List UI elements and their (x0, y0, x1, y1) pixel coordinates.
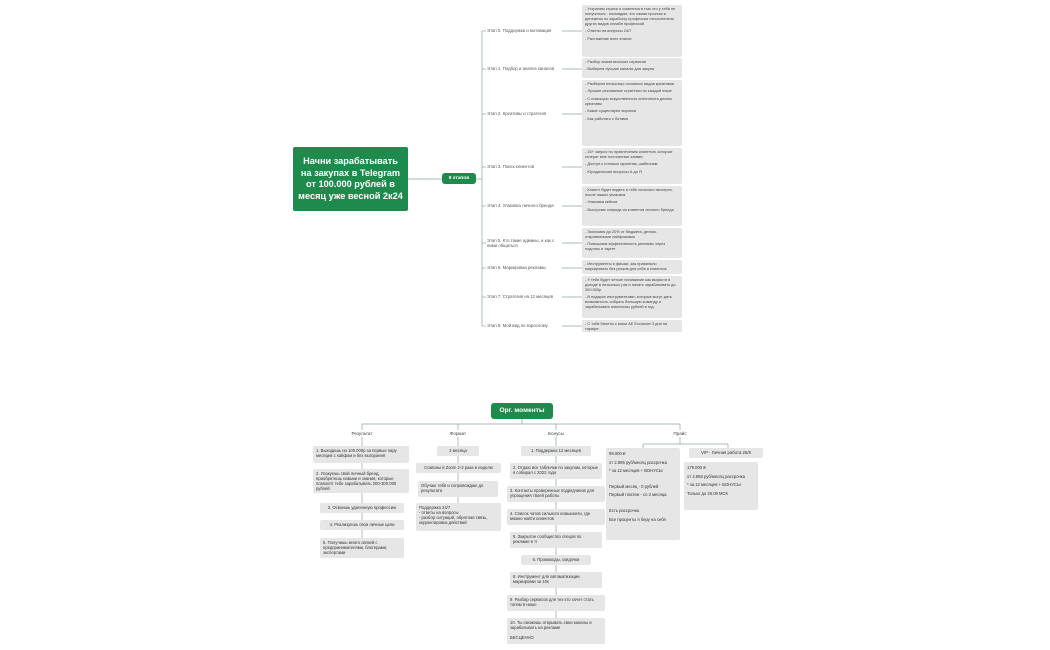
vip-box (684, 462, 758, 510)
bonus-item: 8. Инструмент для автоматизации маркировки за 10к (510, 572, 602, 588)
stage-3-label[interactable]: Этап 3. Поиск клиентов (487, 164, 534, 169)
detail-item: - Растяжение всех этапов (585, 35, 632, 41)
price-installment-available: Есть рассрочка (609, 507, 639, 513)
detail-item: - Ответы на вопросы 24/7 (585, 28, 632, 34)
detail-item: - Как работать с ботами (585, 115, 629, 121)
detail-item: - Повышаем эффективность рекламы через подгоны и таргет (585, 241, 666, 252)
price-box (606, 448, 680, 540)
result-item: 1. Выходишь на 100.000р за первые пару месяцев с кайфом и без выгорания (313, 446, 409, 463)
format-item: 2 месяца (437, 446, 479, 456)
bonus-item: 1. Поддержка 12 месяцев (521, 446, 591, 456)
stage-7-details (582, 276, 682, 318)
stage-4-label[interactable]: Этап 4. Упаковка личного бренда (487, 203, 554, 208)
detail-item: - В подарок инструментами, которые могут дать возможность собрать большую команду и зарабатывать миллионы рублей в год (585, 294, 672, 310)
detail-item: - Лучшие рекламные стратегии по каждой нише (585, 88, 672, 94)
stage-7-label[interactable]: Этап 7. Стратегия на 12 месяцев (487, 294, 554, 299)
stage-5-label[interactable]: Этап 5. Кто такие админы, и как с ними общаться (487, 238, 555, 249)
detail-item: - Выстроим очередь из клиентов личного бренда (585, 206, 674, 212)
result-item: 4. Реализуешь свои личные цели (320, 520, 404, 530)
price-first-month: Первый месяц - 0 рублей (609, 483, 659, 489)
detail-item: - С помощью искусственного интеллекта делать креативы (585, 95, 673, 106)
detail-item: - Экономия до 20% от бюджета, делясь откровенными лайфхаками (585, 229, 657, 239)
detail-item: - Доступ к готовым скриптам, шаблонам (585, 161, 658, 167)
root-text: Начни зарабатывать на закупах в Telegram от 100.000 рублей в месяц уже весной 2к24 (298, 156, 403, 201)
detail-item: - Юридические вопросы А до Я (585, 168, 642, 174)
detail-item: - Инструменты и фишки, как правильно маркировать без рисков для себя и клиентов (585, 261, 667, 271)
format-item: Поддержка 24/7 - ответы на вопросы - разбор ситуаций, обратная связь, корректировка действий (416, 503, 501, 531)
mindmap-root[interactable] (293, 147, 408, 211)
detail-item: - Устраним страхи и сомнения в том что у тебя не получиться - посмадим, это самая простая и денежная по заработку профессия относительно других видов онлайн профессий (585, 6, 676, 26)
stage-6-details (582, 260, 682, 274)
stage-8-label[interactable]: Этап 8. Мой вид по взрослому (487, 323, 548, 328)
bonus-item: 4. Список чатов сильного комьюнити, где можно найти клиентов (507, 509, 605, 525)
detail-item: - Выберем лучшие каналы для закупа (585, 66, 655, 72)
stage-8-details (582, 320, 682, 332)
hub-label: 9 этапов (448, 176, 470, 181)
stage-2-label[interactable]: Этап 2. Креативы и стратегия (487, 111, 547, 116)
detail-item: - Клиент будет видеть в тебе сильного эксперта, после наших упаковок (585, 187, 673, 197)
column-header-result[interactable]: Результат (351, 431, 373, 436)
vip-installment: от 4.958 руб/месяц рассрочка (687, 473, 745, 479)
detail-item: - У тебя будет четкое понимание как вырасти в доходе в несколько раз и начать зарабатывать до 300.000р (585, 277, 676, 292)
stage-2-details (582, 80, 682, 146)
vip-deadline: Только до 25.09 МСК (687, 490, 728, 496)
format-item: Обучаю тебя и сопровождаю до результата (418, 481, 498, 497)
stage-5-details (582, 228, 682, 258)
detail-item: - Разберем несколько основных видов креативов (585, 81, 675, 86)
price-interest-note: Все проценты я беру на себя (609, 516, 666, 522)
result-item: 2. Упакуешь свой личный бренд, приобретешь навыки и знания, которые позволят тебе зарабатывать 200-300.000 рублей (313, 469, 409, 493)
bonus-item: 10. Ты сможешь открывать свои каналы и зарабатывать на рекламе БЕСЦЕННО (507, 618, 605, 644)
stage-0-details (582, 5, 682, 57)
detail-item: - 15+ запрос по привлечению клиентов, которые генерят мне постоянные заявки (585, 149, 673, 159)
result-item: 3. Освоишь удаленную профессию (320, 503, 404, 513)
vip-note: * за 12 месяцев + БОНУСЫ (687, 482, 741, 488)
price-first-payment: Первый платеж - со 2 месяца (609, 492, 667, 498)
price-note: * за 12 месяцев + ВОНУСЫ (609, 468, 663, 474)
detail-item: - Разбор аналитических сервисов (585, 59, 646, 64)
result-item: 5. Получишь много связей с предпринимателями, блогерами, экспертами (320, 538, 404, 558)
stage-3-details (582, 148, 682, 184)
column-header-bonus[interactable]: Бонусы (548, 431, 564, 436)
column-header-format[interactable]: Формат (449, 431, 467, 436)
bonus-item: 6. Промокоды, скидочки (521, 555, 591, 565)
stage-4-details (582, 186, 682, 226)
detail-item: - Упаковка кейсов (585, 199, 618, 205)
price-main: 99.000 ₽ (609, 451, 626, 456)
stage-0-label[interactable]: Этап 0. Поддержка и мотивация (487, 28, 552, 33)
org-root-label: Орг. моменты (499, 407, 545, 414)
bonus-item: 9. Разбор сервисов для тех кто хочет стать топом в нише (507, 595, 605, 611)
vip-price: 179.000 ₽ (687, 465, 706, 470)
detail-item: - Какие существуют воронки (585, 108, 637, 114)
stage-1-label[interactable]: Этап 1. Подбор и анализ каналов (487, 66, 555, 71)
bonus-item: 3. Контакты проверенных подрядчиков для упрощения твоей работы (507, 486, 605, 502)
format-item: Созвоны в Zoom 2-3 раза в неделю (416, 463, 501, 473)
bonus-item: 5. Закрытое сообщество спецов по рекламе в тг (510, 532, 602, 548)
stage-6-label[interactable]: Этап 6. Маркировка рекламы (487, 265, 546, 270)
stage-1-details (582, 58, 682, 78)
column-header-price[interactable]: Прайс (673, 431, 687, 436)
hub-node[interactable] (442, 173, 476, 184)
detail-item: - С тобя билеты с мини AE Exclusive 3 дня на тарифе (585, 321, 668, 331)
org-root[interactable] (491, 403, 553, 419)
vip-label[interactable]: VIP - Личная работа 25/8 (689, 448, 763, 458)
bonus-item: 2. Отдаю все таблички по закупам, которые я собирал с 2022 года (510, 463, 602, 479)
price-installment: от 2.895 руб/месяц рассрочка (609, 459, 667, 465)
